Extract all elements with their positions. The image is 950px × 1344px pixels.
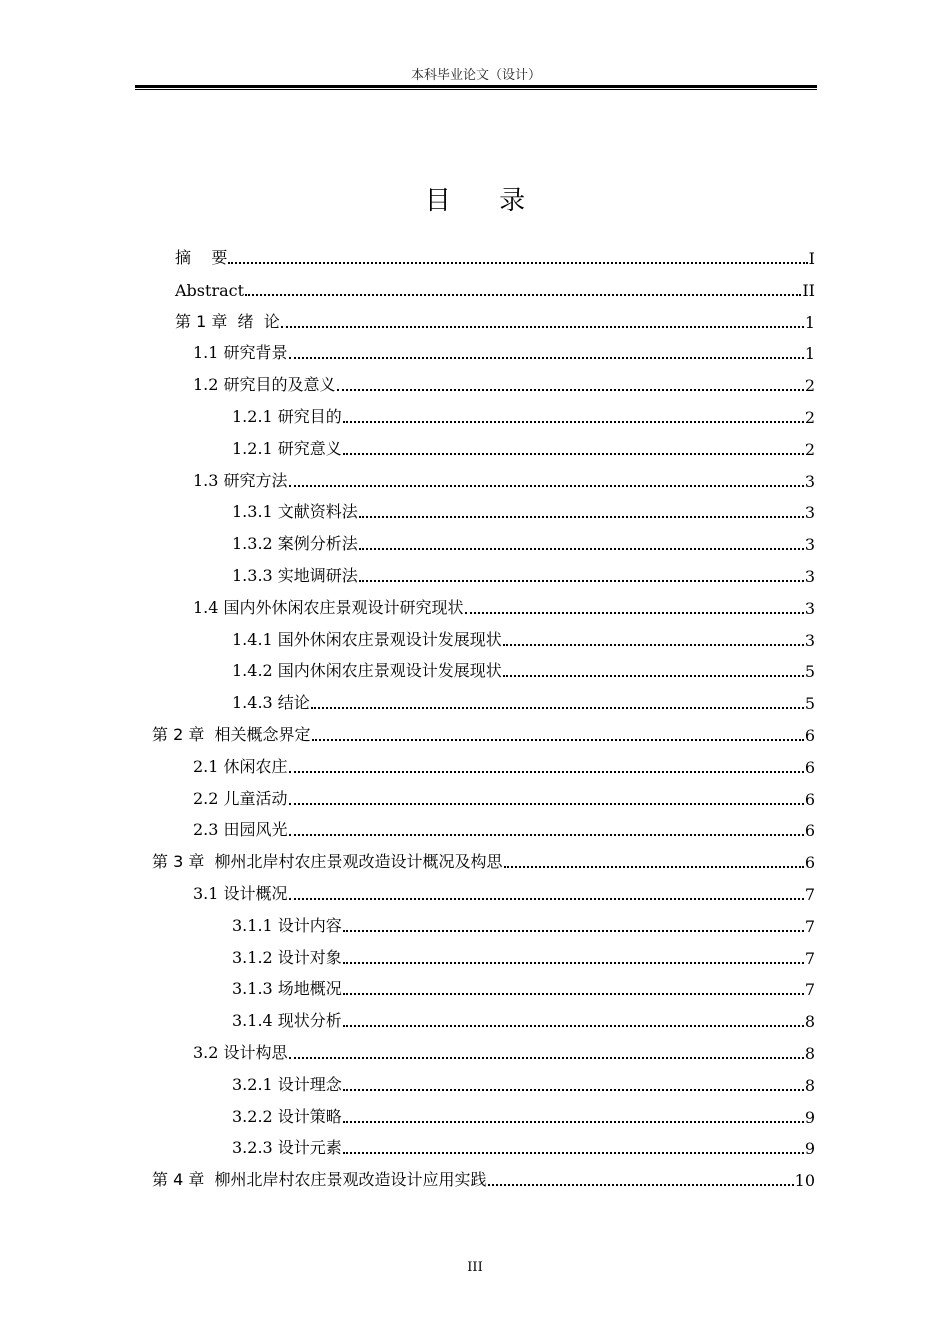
toc-entry[interactable] — [232, 562, 815, 586]
toc-entry[interactable] — [232, 657, 815, 681]
toc-entry-label: 3.2 设计构思 — [193, 1043, 288, 1062]
toc-leader-dots — [289, 834, 804, 836]
toc-leader-dots — [343, 1121, 804, 1123]
toc-entry-label: 摘 要 — [175, 248, 228, 267]
toc-entry[interactable] — [232, 1103, 815, 1127]
toc-entry[interactable] — [232, 944, 815, 968]
toc-entry[interactable] — [232, 1071, 815, 1095]
toc-entry-label: 1.3.1 文献资料法 — [232, 502, 358, 522]
toc-entry-page: 8 — [804, 1075, 815, 1095]
toc-entry[interactable] — [152, 1166, 815, 1190]
toc-entry-page: 7 — [804, 948, 815, 968]
toc-entry-label: 3.1.1 设计内容 — [232, 915, 342, 935]
toc-entry[interactable] — [193, 594, 815, 618]
toc-entry-label: 3.2.2 设计策略 — [232, 1106, 342, 1126]
toc-entry[interactable] — [193, 785, 815, 809]
toc-entry-page: 1 — [804, 312, 815, 332]
toc-leader-dots — [245, 294, 801, 296]
toc-entry-page: 6 — [804, 757, 815, 777]
toc-entry-page: 6 — [804, 853, 815, 873]
toc-entry-page: 3 — [804, 630, 815, 650]
toc-entry[interactable] — [232, 1134, 815, 1158]
toc-entry[interactable] — [232, 435, 815, 459]
toc-entry-label: 第 2 章 相关概念界定 — [152, 725, 311, 744]
toc-entry-page: 6 — [804, 726, 815, 745]
toc-entry-label: 1.3 研究方法 — [193, 470, 288, 490]
toc-entry-label: 1.1 研究背景 — [193, 343, 288, 363]
toc-entry-page: 8 — [804, 1012, 815, 1032]
toc-entry-label: 1.2 研究目的及意义 — [193, 375, 336, 395]
toc-entry-label: 3.1.3 场地概况 — [232, 979, 342, 999]
toc-entry-page: 9 — [804, 1139, 815, 1159]
toc-entry[interactable] — [175, 308, 815, 332]
toc-entry-label: 3.1.2 设计对象 — [232, 947, 342, 967]
toc-leader-dots — [359, 548, 804, 550]
toc-entry[interactable] — [232, 498, 815, 522]
toc-entry[interactable] — [193, 371, 815, 395]
toc-leader-dots — [289, 357, 804, 359]
toc-leader-dots — [359, 580, 804, 582]
toc-entry-page: 10 — [794, 1171, 815, 1191]
toc-entry-label: Abstract — [175, 280, 245, 300]
toc-entry-page: 3 — [804, 567, 815, 586]
toc-entry-label: 1.4.3 结论 — [232, 693, 310, 713]
toc-entry-label: 第 4 章 柳州北岸村农庄景观改造设计应用实践 — [152, 1170, 487, 1190]
toc-entry-label: 1.3.2 案例分析法 — [232, 534, 358, 554]
toc-entry-page: 5 — [804, 662, 815, 682]
toc-leader-dots — [504, 866, 804, 868]
toc-title: 目 录 — [424, 186, 546, 216]
toc-entry-page: 7 — [804, 885, 815, 904]
toc-entry[interactable] — [232, 1007, 815, 1031]
toc-entry[interactable] — [232, 403, 815, 427]
toc-leader-dots — [289, 803, 804, 805]
toc-entry-label: 1.3.3 实地调研法 — [232, 566, 358, 585]
toc-leader-dots — [343, 962, 804, 964]
toc-entry-label: 2.1 休闲农庄 — [193, 756, 288, 776]
toc-leader-dots — [359, 516, 804, 518]
toc-entry-label: 2.2 儿童活动 — [193, 788, 288, 808]
toc-entry-page: 2 — [804, 439, 815, 459]
toc-entry[interactable] — [232, 975, 815, 999]
page-header: 本科毕业论文（设计） — [410, 68, 541, 83]
toc-leader-dots — [343, 1025, 804, 1027]
toc-entry-page: 1 — [804, 344, 815, 364]
toc-leader-dots — [343, 453, 804, 455]
toc-leader-dots — [343, 993, 804, 995]
toc-entry-label: 3.2.1 设计理念 — [232, 1074, 342, 1094]
toc-entry[interactable] — [232, 689, 815, 713]
toc-entry-page: I — [808, 249, 815, 268]
toc-entry-page: 5 — [804, 694, 815, 714]
toc-leader-dots — [289, 771, 804, 773]
toc-entry[interactable] — [152, 848, 815, 872]
toc-entry[interactable] — [193, 880, 815, 904]
toc-entry-label: 3.1 设计概况 — [193, 884, 288, 903]
toc-leader-dots — [343, 421, 804, 423]
toc-entry[interactable] — [193, 1039, 815, 1063]
toc-entry-label: 1.4.2 国内休闲农庄景观设计发展现状 — [232, 661, 502, 681]
toc-entry-page: 2 — [804, 376, 815, 396]
toc-entry-page: 7 — [804, 980, 815, 1000]
toc-entry[interactable] — [175, 276, 815, 300]
toc-entry-label: 3.2.3 设计元素 — [232, 1138, 342, 1158]
toc-entry-page: 6 — [804, 821, 815, 841]
toc-entry[interactable] — [175, 244, 815, 268]
toc-entry[interactable] — [193, 816, 815, 840]
toc-leader-dots — [343, 930, 804, 932]
toc-entry-label: 第 3 章 柳州北岸村农庄景观改造设计概况及构思 — [152, 852, 503, 872]
toc-entry-label: 3.1.4 现状分析 — [232, 1011, 342, 1031]
toc-leader-dots — [289, 898, 804, 900]
toc-entry-page: 3 — [804, 535, 815, 555]
toc-entry[interactable] — [193, 339, 815, 363]
header-rule-thin — [135, 89, 817, 90]
toc-leader-dots — [503, 675, 804, 677]
toc-entry-label: 2.3 田园风光 — [193, 820, 288, 840]
toc-leader-dots — [228, 262, 807, 264]
toc-entry-page: 6 — [804, 789, 815, 809]
toc-entry[interactable] — [152, 721, 815, 745]
toc-entry-page: 7 — [804, 916, 815, 936]
toc-entry-page: 3 — [804, 503, 815, 523]
toc-entry-page: 9 — [804, 1107, 815, 1127]
toc-entry-label: 1.4 国内外休闲农庄景观设计研究现状 — [193, 597, 464, 617]
toc-entry-label: 1.4.1 国外休闲农庄景观设计发展现状 — [232, 629, 502, 649]
toc-entry[interactable] — [193, 753, 815, 777]
toc-leader-dots — [503, 644, 804, 646]
toc-leader-dots — [312, 739, 804, 741]
header-rule — [135, 85, 817, 88]
toc-entry-page: 8 — [804, 1044, 815, 1063]
toc-entry-page: 3 — [804, 598, 815, 618]
toc-leader-dots — [343, 1089, 804, 1091]
toc-entry-label: 第 1 章 绪 论 — [175, 311, 280, 331]
toc-entry[interactable] — [193, 467, 815, 491]
toc-leader-dots — [289, 485, 804, 487]
toc-leader-dots — [311, 707, 804, 709]
toc-leader-dots — [337, 389, 804, 391]
toc-entry[interactable] — [232, 912, 815, 936]
toc-leader-dots — [465, 612, 804, 614]
toc-leader-dots — [343, 1152, 804, 1154]
toc-leader-dots — [281, 326, 804, 328]
toc-leader-dots — [488, 1184, 794, 1186]
toc-entry[interactable] — [232, 530, 815, 554]
toc-entry-page: II — [802, 280, 815, 300]
toc-entry-label: 1.2.1 研究目的 — [232, 407, 342, 426]
toc-entry[interactable] — [232, 626, 815, 650]
toc-entry-label: 1.2.1 研究意义 — [232, 438, 342, 458]
toc-entry-page: 2 — [804, 408, 815, 427]
toc-entry-page: 3 — [804, 471, 815, 491]
page-number: III — [467, 1260, 483, 1275]
toc-leader-dots — [289, 1057, 804, 1059]
